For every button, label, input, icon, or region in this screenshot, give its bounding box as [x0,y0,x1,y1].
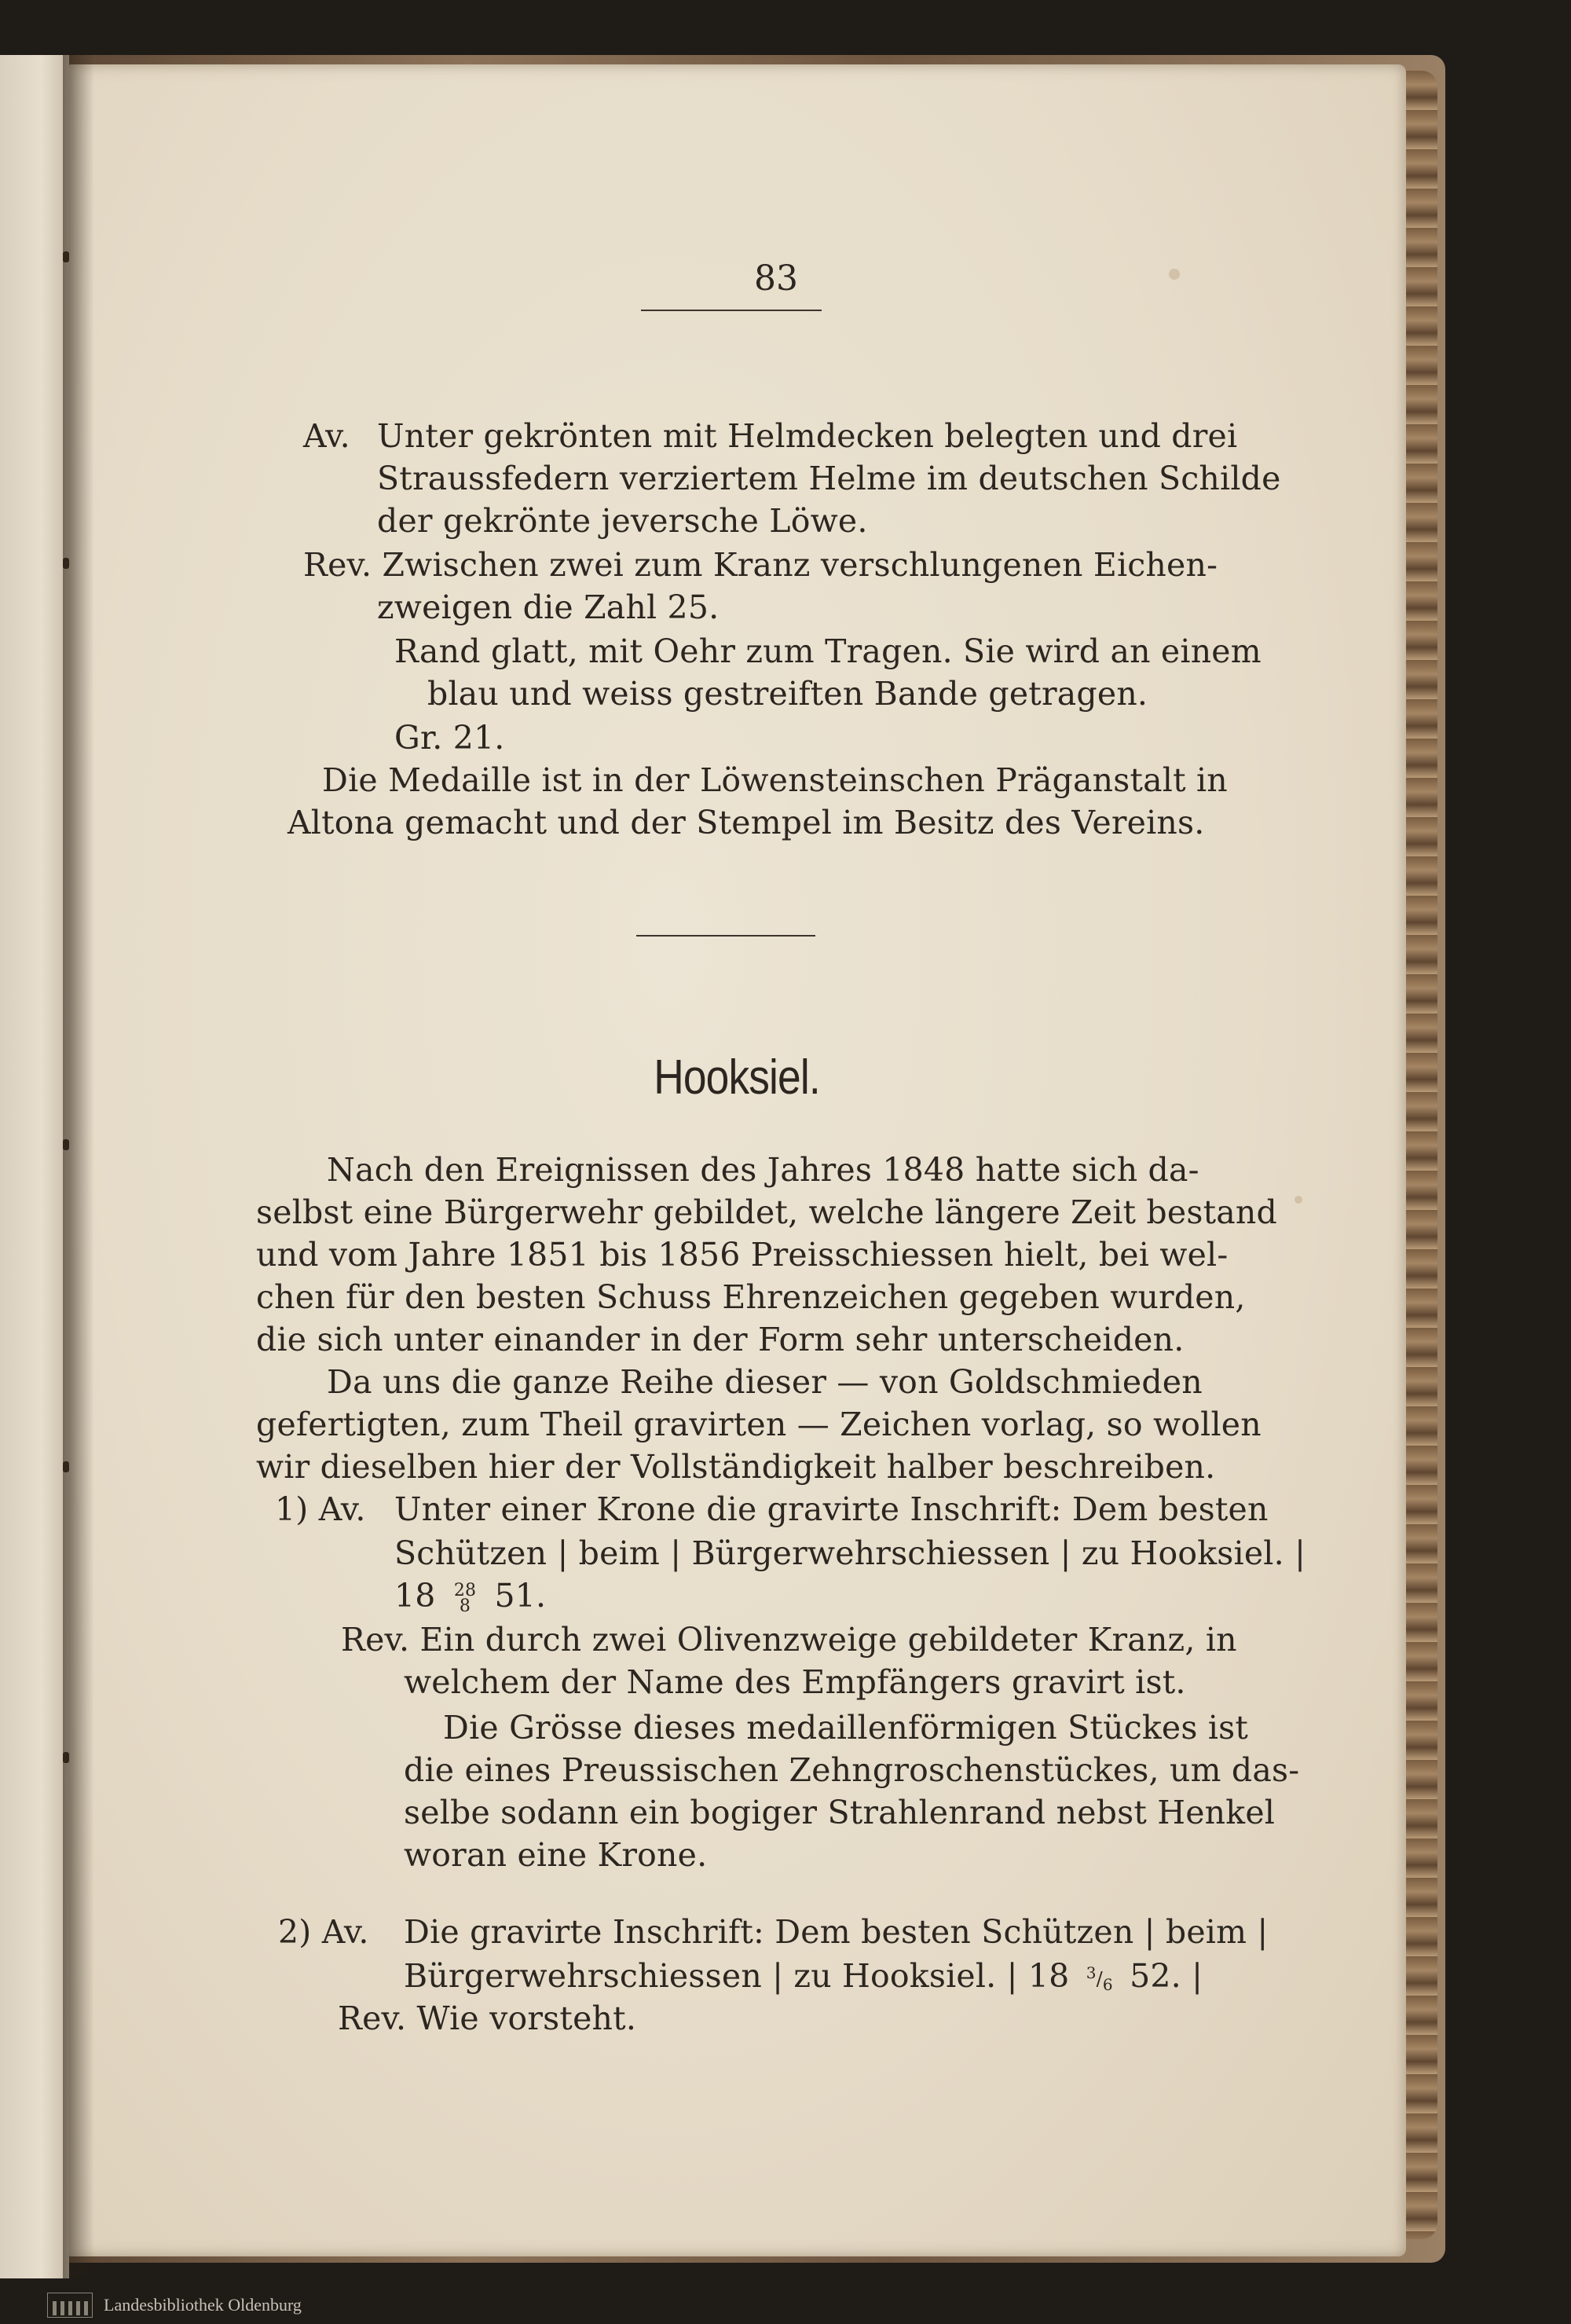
text-line [394,1576,546,1615]
text-run: Bürgerwehrschiessen | zu Hooksiel. | 18 [404,1957,1070,1995]
text-line: selbe sodann ein bogiger Strahlenrand nebst Henkel [404,1794,1276,1831]
text-line: Rev. Wie vorsteht. [338,2000,637,2037]
text-line: Da uns die ganze Reihe dieser — von Goldschmieden [327,1363,1203,1401]
text-line: Unter einer Krone die gravirte Inschrift: Dem besten [394,1490,1269,1528]
fraction-numerator: 28 [453,1580,477,1600]
library-logo-icon [47,2293,93,2318]
item-lead: 1) Av. [275,1490,366,1528]
fraction [453,1580,477,1616]
text-line: Die Medaille ist in der Löwensteinschen Präganstalt in [322,761,1228,799]
fraction-denominator: 6 [1102,1974,1113,1994]
text-line: Gr. 21. [394,719,505,757]
library-name: Landesbibliothek Oldenburg [104,2295,302,2315]
text-line: woran eine Krone. [404,1836,708,1874]
text-line: Die gravirte Inschrift: Dem besten Schützen | beim | [404,1913,1269,1951]
text-line: der gekrönte jeversche Löwe. [377,502,868,540]
section-rule [636,935,815,937]
text-line: welchem der Name des Empfängers gravirt ist. [404,1663,1186,1701]
av-label: Av. [303,417,350,455]
text-run: 51. [494,1577,547,1615]
text-line: Die Grösse dieses medaillenförmigen Stückes ist [443,1709,1249,1747]
section-title: Hooksiel. [654,1050,820,1105]
book-page [69,64,1406,2256]
text-line: die sich unter einander in der Form sehr unterscheiden. [256,1321,1185,1358]
fraction-numerator: 3 [1086,1963,1097,1983]
text-line: die eines Preussischen Zehngroschenstückes, um das- [404,1751,1300,1789]
text-line: Rand glatt, mit Oehr zum Tragen. Sie wird an einem [394,632,1262,670]
text-line: Straussfedern verziertem Helme im deutschen Schilde [377,460,1281,497]
text-line: gefertigten, zum Theil gravirten — Zeichen vorlag, so wollen [256,1406,1262,1443]
text-line: und vom Jahre 1851 bis 1856 Preisschiessen hielt, bei wel- [256,1236,1229,1274]
text-line: blau und weiss gestreiften Bande getragen. [427,675,1148,713]
fraction-denominator: 8 [459,1596,471,1616]
text-line: wir dieselben hier der Vollständigkeit halber beschreiben. [256,1448,1216,1486]
footer-bar [0,2286,1571,2324]
text-line: Rev. Zwischen zwei zum Kranz verschlungenen Eichen- [303,546,1218,584]
left-page-edge [0,55,69,2278]
fraction: $^3/_6$ [1086,1963,1113,1994]
text-run: 52. | [1130,1957,1203,1995]
text-line: selbst eine Bürgerwehr gebildet, welche längere Zeit bestand [256,1193,1277,1231]
page-number: 83 [754,258,798,299]
text-line: Nach den Ereignissen des Jahres 1848 hatte sich da- [327,1151,1199,1189]
header-rule [641,310,822,311]
text-line [404,1956,1203,1996]
text-line: Unter gekrönten mit Helmdecken belegten und drei [377,417,1238,455]
text-run: 18 [394,1577,436,1615]
text-line: Altona gemacht und der Stempel im Besitz des Vereins. [287,804,1205,841]
item-lead: 2) Av. [278,1913,369,1951]
text-line: zweigen die Zahl 25. [377,588,720,626]
text-line: chen für den besten Schuss Ehrenzeichen gegeben wurden, [256,1278,1246,1316]
text-line: Schützen | beim | Bürgerwehrschiessen | zu Hooksiel. | [394,1534,1306,1572]
text-line: Rev. Ein durch zwei Olivenzweige gebildeter Kranz, in [341,1621,1237,1659]
gutter-shadow [63,55,94,2278]
